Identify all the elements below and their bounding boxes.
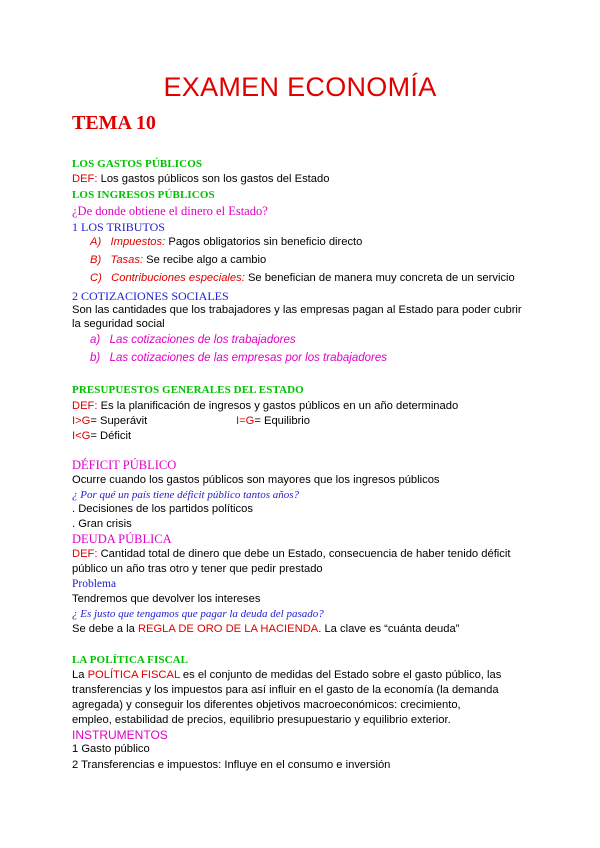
deuda-def-2: público un año tras otro y tener que pedir prestado (72, 563, 323, 575)
deficit-reason: . Gran crisis (72, 518, 132, 530)
problema-text: Tendremos que devolver los intereses (72, 593, 261, 605)
heading-presupuestos: PRESUPUESTOS GENERALES DEL ESTADO (72, 384, 304, 396)
instrumento-item: 1 Gasto público (72, 743, 150, 755)
fiscal-text-4: empleo, estabilidad de precios, equilibrio presupuestario y equilibrio exterior. (72, 714, 451, 726)
heading-ingresos: LOS INGRESOS PÚBLICOS (72, 189, 215, 201)
topic-title: TEMA 10 (72, 112, 156, 134)
equilibrio-line: I=G= Equilibrio (236, 415, 311, 427)
tributo-item: A) Impuestos: Pagos obligatorios sin beneficio directo (90, 236, 363, 248)
ingresos-question: ¿De donde obtiene el dinero el Estado? (72, 204, 268, 218)
deuda-def: DEF: Cantidad total de dinero que debe un Estado, consecuencia de haber tenido déficit (72, 548, 511, 560)
deficit-question: ¿ Por qué un país tiene déficit público tantos años? (72, 489, 300, 501)
deficit-reason: . Decisiones de los partidos políticos (72, 503, 253, 515)
cotizacion-item: a) Las cotizaciones de los trabajadores (90, 334, 296, 346)
def-text: Los gastos públicos son los gastos del Estado (97, 173, 330, 185)
heading-gastos: LOS GASTOS PÚBLICOS (72, 158, 203, 170)
deuda-answer: Se debe a la REGLA DE ORO DE LA HACIENDA. La clave es “cuánta deuda” (72, 623, 460, 635)
cotizaciones-text-2: la seguridad social (72, 318, 165, 330)
def-label: DEF: (72, 173, 98, 185)
problema-label: Problema (72, 578, 117, 590)
superavit-line: I>G= Superávit (72, 415, 148, 427)
instrumento-item: 2 Transferencias e impuestos: Influye en el consumo e inversión (72, 759, 391, 771)
cotizacion-item: b) Las cotizaciones de las empresas por los trabajadores (90, 352, 387, 364)
heading-deficit: DÉFICIT PÚBLICO (72, 458, 177, 472)
tributos-heading: 1 LOS TRIBUTOS (72, 220, 165, 234)
deficit-text: Ocurre cuando los gastos públicos son mayores que los ingresos públicos (72, 474, 440, 486)
instrumentos-heading: INSTRUMENTOS (72, 728, 168, 742)
fiscal-text-1: La POLÍTICA FISCAL es el conjunto de medidas del Estado sobre el gasto público, las (72, 669, 502, 681)
deuda-question: ¿ Es justo que tengamos que pagar la deuda del pasado? (72, 608, 324, 620)
cotizaciones-heading: 2 COTIZACIONES SOCIALES (72, 289, 229, 303)
tributo-item: C) Contribuciones especiales: Se benefician de manera muy concreta de un servicio (90, 272, 515, 284)
deficit-line: I<G= Déficit (72, 430, 132, 442)
heading-fiscal: LA POLÍTICA FISCAL (72, 654, 189, 666)
fiscal-text-3: agregada) y conseguir los diferentes objetivos macroeconómicos: crecimiento, (72, 699, 461, 711)
page-title: EXAMEN ECONOMÍA (163, 72, 437, 102)
heading-deuda: DEUDA PÚBLICA (72, 532, 172, 546)
fiscal-text-2: transferencias y los impuestos para así influir en el gasto de la economía (la demanda (72, 684, 499, 696)
cotizaciones-text-1: Son las cantidades que los trabajadores y las empresas pagan al Estado para poder cubrir (72, 304, 522, 316)
presupuestos-def: DEF: Es la planificación de ingresos y gastos públicos en un año determinado (72, 400, 459, 412)
gastos-def (72, 173, 329, 185)
tributo-item: B) Tasas: Se recibe algo a cambio (90, 254, 267, 266)
